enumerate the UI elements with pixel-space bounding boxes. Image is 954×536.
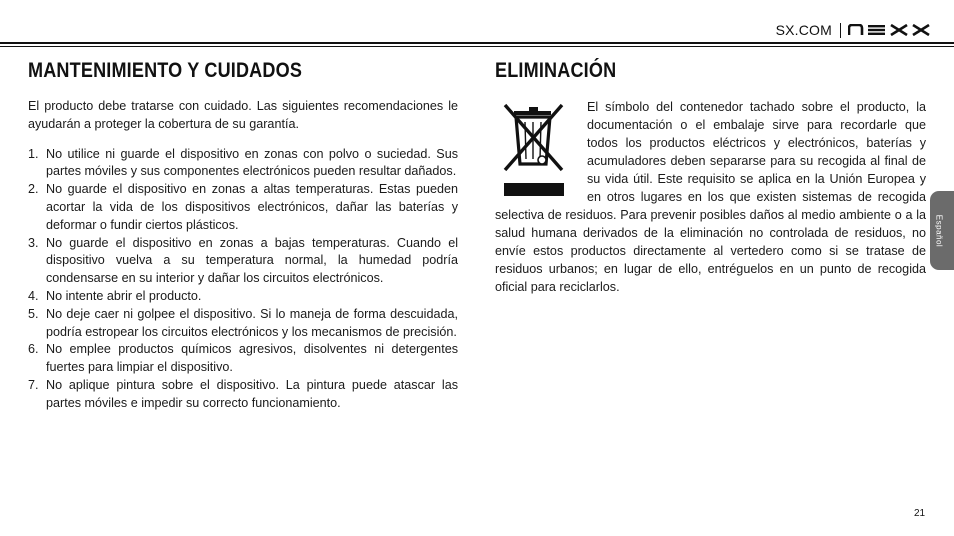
- nexx-logo: [848, 24, 932, 36]
- disposal-text: El símbolo del contenedor tachado sobre el producto, la documentación o el embalaje sirve para recordarle que todos los productos eléctricos y electrónicos, baterías y acumuladores deben separarse para su recogida al final de su vida útil. Este requisito se aplica en la Unión Europea y en otros lugares en los que existen sistemas de recogida selectiva de residuos. Para prevenir posibles daños al medio ambiente o a la salud humana derivados de la eliminación no controlada de residuos, no envíe estos productos directamente al vertedero como si se tratase de residuos urbanos; en lugar de ello, entréguelos en un punto de recogida oficial para reciclarlos.: [495, 100, 926, 294]
- list-item-number: 7.: [28, 377, 39, 392]
- list-item-text: No utilice ni guarde el dispositivo en zonas con polvo o suciedad. Sus partes móviles y sus componentes electrónicos pueden resultar dañados.: [46, 146, 458, 179]
- list-item-text: No guarde el dispositivo en zonas a altas temperaturas. Estas pueden acortar la vida de los dispositivos electrónicos, dañar las baterías y deformar o fundir ciertos plásticos.: [46, 182, 458, 232]
- maintenance-list: [28, 146, 458, 413]
- list-item-text: No deje caer ni golpee el dispositivo. Si lo maneja de forma descuidada, podría estropear los circuitos electrónicos y los mecanismos de precisión.: [46, 306, 458, 339]
- list-item-number: 1.: [28, 146, 39, 161]
- header-rule: [0, 42, 954, 44]
- list-item: [28, 181, 458, 234]
- list-item-number: 6.: [28, 342, 39, 357]
- header-divider: [840, 23, 841, 38]
- list-item: [28, 288, 458, 306]
- maintenance-intro: El producto debe tratarse con cuidado. Las siguientes recomendaciones le ayudarán a proteger la cobertura de su garantía.: [28, 99, 458, 131]
- header-rule-thin: [0, 46, 954, 47]
- crossed-out-bin-icon: [498, 100, 570, 200]
- disposal-section: [495, 98, 926, 296]
- list-item-text: No emplee productos químicos agresivos, disolventes ni detergentes fuertes para limpiar el dispositivo.: [46, 342, 458, 375]
- list-item-text: No aplique pintura sobre el dispositivo. La pintura puede atascar las partes móviles e impedir su correcto funcionamiento.: [46, 377, 458, 410]
- list-item-number: 3.: [28, 235, 39, 250]
- list-item: [28, 341, 458, 377]
- language-tab-label: Español: [934, 214, 944, 248]
- site-url: SX.COM: [775, 22, 832, 38]
- section-title-maintenance: MANTENIMIENTO Y CUIDADOS: [28, 59, 303, 82]
- list-item: [28, 306, 458, 342]
- list-item-number: 4.: [28, 288, 39, 303]
- list-item: [28, 235, 458, 288]
- list-item-text: No intente abrir el producto.: [46, 288, 202, 303]
- section-title-disposal: ELIMINACIÓN: [495, 59, 617, 82]
- list-item-number: 2.: [28, 182, 39, 197]
- list-item: [28, 146, 458, 182]
- maintenance-section: [28, 98, 458, 413]
- list-item-number: 5.: [28, 306, 39, 321]
- list-item: [28, 377, 458, 413]
- list-item-text: No guarde el dispositivo en zonas a bajas temperaturas. Cuando el dispositivo vuelva a su temperatura normal, la humedad podría condensarse en su interior y dañar los circuitos electrónicos.: [46, 235, 458, 286]
- page-number: 21: [914, 508, 926, 519]
- language-tab: [930, 191, 954, 270]
